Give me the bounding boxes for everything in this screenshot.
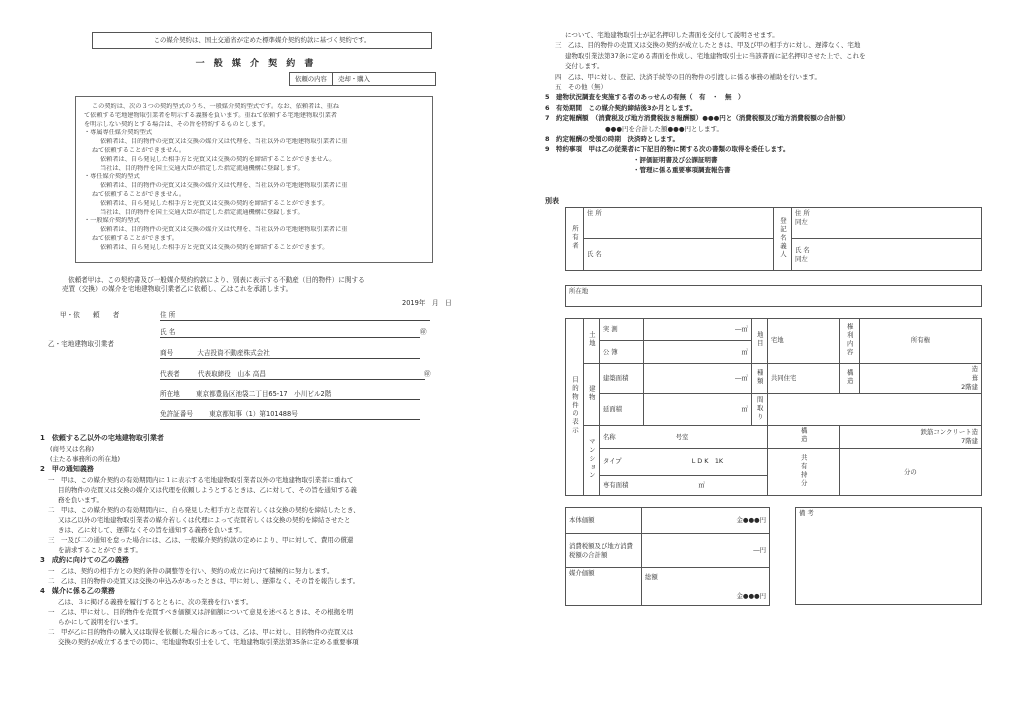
total-label: 総額 [645,572,658,581]
intro-line: ねて依頼することができません。 [92,146,186,154]
clause-heading: 9 特約事項 甲は乙の従業者に下記目的物に関する次の書類の取得を委任します。 [545,145,790,154]
registered-label-cell [774,208,792,271]
intro-line: ・専属専任媒介契約型式 [84,129,153,137]
remarks-cell[interactable] [796,508,982,605]
registered-address-cell[interactable] [792,208,982,239]
kind-label: 種類 [755,368,764,386]
floor-area-value[interactable]: ―㎡ [643,363,751,394]
clause-line: (商号又は名称) [50,444,95,453]
intro-line: 依頼者は、自ら発見した相手方と売買又は交換の契約を締結することができません。 [100,155,336,163]
floor-area-label: 建築面積 [599,363,643,394]
price-value[interactable]: 金●●●円 [642,508,770,534]
clause-line: 乙は、３に掲げる義務を履行するとともに、次の業務を行います。 [58,598,253,607]
category-label-cell [751,319,767,364]
intro-line: 当社は、目的物件を国土交通大臣が指定した指定流通機構に登録します。 [100,164,304,172]
structure-value-3: 2階建 [961,383,978,391]
owner-label-cell [566,208,584,271]
standard-contract-notice: この媒介契約は、国土交通省が定めた標準媒介契約約款に基づく契約です。 [92,32,432,49]
actual-value[interactable]: ―㎡ [643,319,751,341]
intro-line: 依頼者は、自ら発見した相手方と売買又は交換の契約を締結することができます。 [100,199,329,207]
registered-label: 登記名義人 [778,216,787,259]
intro-line: 依頼者は、目的物件の売買又は交換の媒介又は代理を、当社以外の宅地建物取引業者に重 [100,138,348,146]
type-value: L D K 1K [691,457,724,466]
seal-mark: ㊞ [420,328,427,336]
exclusive-label: 専有面積 [602,480,629,489]
tax-value[interactable]: ―円 [642,534,770,568]
registered-address-label: 住 所 [795,209,810,217]
seal-mark: ㊞ [424,370,431,378]
contract-date: 2019年 月 日 [402,299,452,307]
owner-address-label: 住 所 [587,209,602,217]
floors-value: 7階建 [961,437,978,446]
intro-line: ・専任媒介契約型式 [84,173,140,181]
document-title: 一 般 媒 介 契 約 書 [195,59,317,69]
address-label: 住 所 [160,311,176,319]
clause-line: 目的物件の売買又は交換の媒介又は代理を依頼しようとするときは、乙に対して、その旨を通知する義 [58,485,357,494]
clause-line: を請求することができます。 [58,546,142,555]
owner-label: 所有者 [570,224,579,251]
owner-name-label: 氏 名 [587,250,602,259]
clause-line: 一 乙は、契約の相手方との契約条件の調整等を行い、契約の成立に向けて積極的に努力します。 [48,567,334,576]
office-value: 東京都豊島区池袋二丁目65-17 小川ビル2階 [195,390,332,398]
mansion-label: マンション [587,438,596,481]
location-table [565,285,982,307]
rights-label: 権利内容 [845,322,854,357]
trade-name-label: 商号 [160,349,174,357]
intro-line: 依頼者は、目的物件の売買又は交換の媒介又は代理を、当社以外の宅地建物取引業者に重 [100,182,348,190]
clause-line: 二 甲が乙に目的物件の購入又は取得を依頼した場合にあっては、乙は、甲に対し、目的物件の売買又は [48,628,354,637]
rep-value: 代表取締役 山本 高昌 [197,370,266,378]
intro-line: ・一般媒介契約型式 [84,217,140,225]
clause-line: 三 一及び二の通知を怠った場合には、乙は、一般媒介契約約款の定めにより、甲に対して、費用の償還 [48,536,354,545]
request-label: 依頼の内容 [290,73,333,85]
clause-heading: 5 建物状況調査を実施する者のあっせんの有無（ 有 ・ 無 ） [545,93,745,102]
total-cell[interactable] [642,568,770,606]
clause-heading: 8 約定報酬の受領の時期 決済時とします。 [545,134,680,143]
layout-label: 間取り [755,395,764,421]
public-value[interactable]: ㎡ [643,341,751,363]
structure-label-cell [839,363,859,394]
clause-line: きは、乙に対して、遅滞なくその旨を通知する義務を負います。 [58,526,246,535]
share-value[interactable]: 分の [839,449,981,496]
clause-line: 一 乙は、甲に対し、目的物件を売買すべき価額又は評価額について意見を述べるときは、その根拠を明 [48,608,354,617]
location-label: 所在地 [569,287,589,295]
special-item: ・管理に係る重要事項調査報告書 [633,166,731,175]
registered-name-label: 氏 名 [795,245,810,254]
owner-table [565,207,982,271]
clause-line: 三 乙は、目的物件の売買又は交換の契約が成立したときは、甲及び甲の相手方に対し、遅滞なく、宅地 [555,41,861,50]
intro-line: 依頼者は、目的物件の売買又は交換の媒介又は代理を、当社以外の宅地建物取引業者に重 [100,226,348,234]
share-label: 共有持分 [799,453,808,488]
mansion-name-label: 名称 [602,432,616,441]
total-floor-label: 延面積 [599,394,643,426]
remarks-table [795,507,982,605]
owner-address-cell[interactable] [584,208,774,239]
structure-label: 構造 [845,368,854,386]
clause-heading: 3 成約に向けての乙の義務 [40,556,129,565]
location-cell[interactable] [566,286,982,307]
exclusive-unit: ㎡ [698,480,705,489]
clause-line: 交換の契約が成立するまでの間に、宅地建物取引士をして、宅地建物取引業法第35条に定める重要事項 [58,638,359,647]
clause-line: 一 甲は、この媒介契約の有効期間内に１に表示する宅地建物取引業者以外の宅地建物取引業者に重ねて [48,475,354,484]
price-table [565,507,770,606]
annex-label: 別表 [545,197,559,205]
party-b-label: 乙・宅地建物取引業者 [48,340,114,348]
category-label: 地目 [755,331,764,348]
party-a-label: 甲・依 頼 者 [60,311,120,319]
request-value: 売却・購入 [337,75,370,83]
clause-heading: 1 依頼する乙以外の宅地建物取引業者 [40,434,164,442]
clause-heading: 6 有効期間 この媒介契約締結後3か月とします。 [545,103,697,112]
license-label: 免許証番号 [160,410,193,418]
clause-line: 四 乙は、甲に対し、登記、決済手続等の目的物件の引渡しに係る事務の補助を行います。 [555,72,821,81]
structure2-value: 鉄筋コンクリート造 [920,428,978,437]
intro-line: て依頼する宅地建物取引業者を明示する義務を負います。重ねて依頼する宅地建物取引業者 [84,111,338,119]
clause-heading: 7 約定報酬額 （消費税及び地方消費税抜き報酬額）●●●円と（消費税額及び地方消費税額の合計額） [545,114,850,123]
price-label: 本体価額 [566,508,642,534]
public-label: 公 簿 [599,341,643,363]
continued-clauses [545,30,1005,175]
intro-line: 依頼者は、自ら発見した相手方と売買又は交換の契約を締結することができます。 [100,243,329,251]
room-label: 号室 [675,432,689,441]
clause-line: 二 甲は、この媒介契約の有効期間内に、自ら発見した相手方と売買若しくは交換の契約を締結したとき、 [48,506,360,514]
layout-value[interactable] [767,394,981,426]
clause-line: ●●●円を合計した額●●●円とします。 [605,124,724,133]
property-table [565,318,982,496]
structure2-label-cell [767,426,839,449]
trade-name-value: 大吉投資不動産株式会社 [197,349,270,357]
total-floor-value[interactable]: ㎡ [643,394,751,426]
clause-line: 交付します。 [565,62,604,71]
clause-line: 建物取引業法第37条に定める書面を作成し、宅地建物取引士に当該書面に記名押印させた上で、これを [565,51,866,60]
owner-name-cell[interactable] [584,239,774,271]
exclusive-cell[interactable] [599,475,767,495]
clause-heading: 4 媒介に係る乙の業務 [40,587,115,596]
property-label: 目的物件の表示 [570,376,579,435]
intro-line: この契約は、次の３つの契約型式のうち、一般媒介契約型式です。なお、依頼者は、重ね [92,103,340,110]
rights-value[interactable]: 所有権 [859,319,981,364]
clause-line: 五 その他（無） [555,82,607,91]
total-value: 金●●●円 [736,591,766,600]
structure-value-1: 造 [971,365,978,374]
rights-label-cell [839,319,859,364]
intro-line: ねて依頼することができません。 [92,190,186,198]
mansion-name-cell[interactable] [599,426,767,449]
special-item: ・評価証明書及び公課証明書 [633,155,718,164]
tax-label: 消費税額及び地方消費税額の合計額 [566,534,642,568]
land-label: 土地 [587,331,596,348]
office-label: 所在地 [160,390,180,398]
registered-name-cell[interactable] [792,239,982,271]
license-value: 東京都知事（1）第101488号 [209,410,298,418]
kind-label-cell [751,363,767,394]
type-cell[interactable] [599,449,767,475]
mediation-price-label: 媒介価額 [566,568,642,606]
clause-line: 二 乙は、目的物件の売買又は交換の申込みがあったときは、甲に対し、遅滞なく、その旨を報告します。 [48,577,360,586]
share-label-cell [767,449,839,496]
rep-label: 代表者 [160,370,180,378]
name-label: 氏 名 [160,328,176,336]
remarks-label: 備 考 [799,509,814,517]
building-label: 建物 [587,384,596,402]
land-label-cell [584,319,600,364]
mansion-label-cell [584,426,600,496]
clause-line: について、宅地建物取引士が記名押印した書面を交付して説明させます。 [565,31,779,39]
layout-label-cell [751,394,767,426]
same-as-left: 同左 [795,217,808,226]
structure-value-cell[interactable] [859,363,981,394]
consent-line: 依頼者甲は、この契約書及び一般媒介契約約款により、別表に表示する不動産（目的物件）に関する [68,276,365,284]
consent-line: 売買（交換）の媒介を宅地建物取引業者乙に依頼し、乙はこれを承諾します。 [62,285,293,294]
structure-value-2: 葺 [971,374,978,383]
structure2-value-cell[interactable] [839,426,981,449]
property-label-cell [566,319,584,496]
clause-line: 務を負います。 [58,495,103,504]
structure2-label: 構造 [799,427,808,445]
type-label: タイプ [602,457,622,466]
building-label-cell [584,363,600,425]
actual-label: 実 測 [599,319,643,341]
clause-heading: 2 甲の通知義務 [40,464,94,473]
intro-line: を明示しない契約とする場合は、その旨を特約するものとします。 [84,120,270,128]
category-value[interactable]: 宅地 [767,319,839,364]
clause-line: 又は乙以外の宅地建物取引業者の媒介若しくは代理によって売買若しくは交換の契約を締結させたと [58,516,351,525]
intro-line: ねて依頼することができます。 [92,234,178,242]
kind-value[interactable]: 共同住宅 [767,363,839,394]
clause-line: らかにして説明を行います。 [58,618,142,627]
intro-line: 当社は、目的物件を国土交通大臣が指定した指定流通機構に登録します。 [100,208,304,216]
same-as-left: 同左 [795,254,808,263]
clause-line: (主たる事務所の所在地) [50,454,121,463]
